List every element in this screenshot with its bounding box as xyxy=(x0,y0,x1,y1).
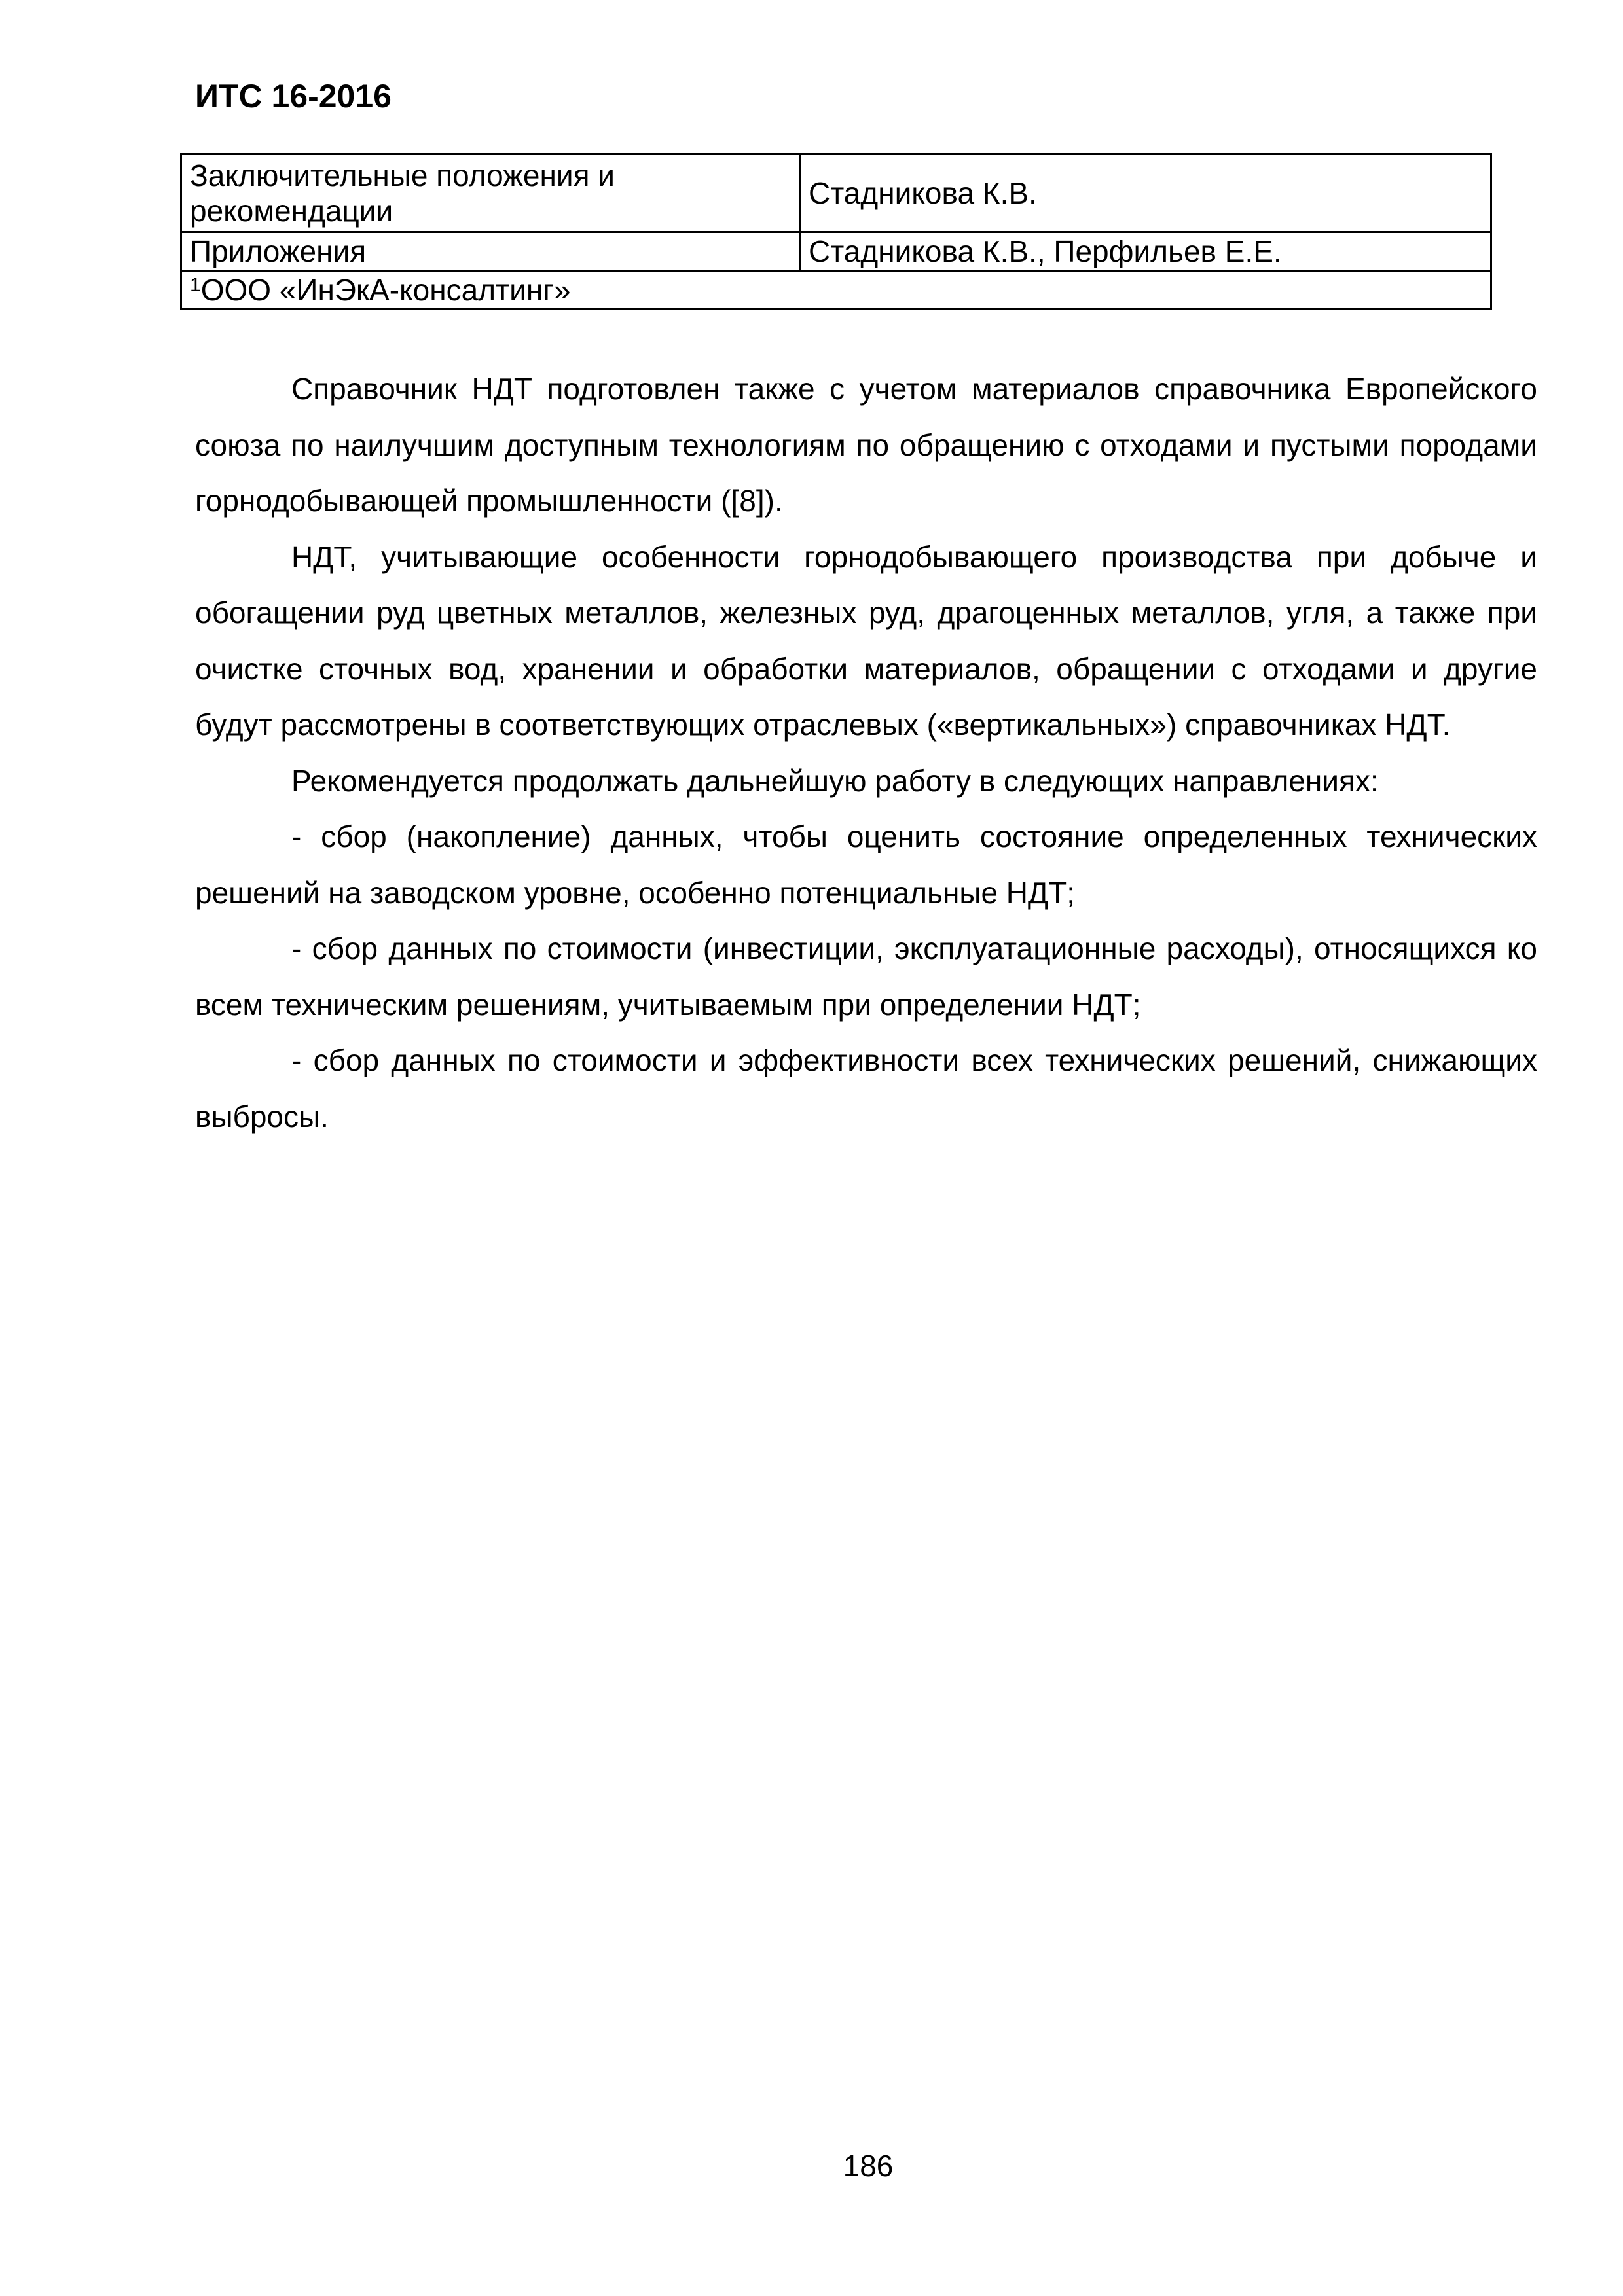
table-row xyxy=(181,154,1491,232)
page-number: 186 xyxy=(843,2149,894,2183)
body-text xyxy=(195,361,1537,1145)
table-footnote-row xyxy=(181,271,1491,310)
document-code: ИТС 16-2016 xyxy=(195,78,392,115)
footnote-cell xyxy=(181,271,1491,310)
authors-cell: Стадникова К.В., Перфильев Е.Е. xyxy=(800,232,1491,271)
authors-cell: Стадникова К.В. xyxy=(800,154,1491,232)
table-row xyxy=(181,232,1491,271)
footnote-marker: 1 xyxy=(190,274,201,296)
paragraph: НДТ, учитывающие особенности горнодобывающего производства при добыче и обогащении руд цветных металлов, железных руд, драгоценных металлов, угля, а также при очистке сточных вод, хранении и обработки материалов, обращении с отходами и другие будут рассмотрены в соответствующих отраслевых («вертикальных») справочниках НДТ. xyxy=(195,539,1537,742)
list-item: - сбор данных по стоимости и эффективности всех технических решений, снижающих выбросы. xyxy=(195,1043,1537,1134)
paragraph: Рекомендуется продолжать дальнейшую работу в следующих направлениях: xyxy=(291,763,1379,798)
list-item: - сбор данных по стоимости (инвестиции, эксплуатационные расходы), относящихся ко всем техническим решениям, учитываемым при определении НДТ; xyxy=(195,931,1537,1022)
authors-table xyxy=(180,153,1492,310)
list-item: - сбор (накопление) данных, чтобы оценить состояние определенных технических решений на заводском уровне, особенно потенциальные НДТ; xyxy=(195,819,1537,910)
footnote-text: ООО «ИнЭкА-консалтинг» xyxy=(200,273,571,307)
section-cell: Приложения xyxy=(181,232,800,271)
paragraph: Справочник НДТ подготовлен также с учетом материалов справочника Европейского союза по наилучшим доступным технологиям по обращению с отходами и пустыми породами горнодобывающей промышленности ([8]). xyxy=(195,372,1537,518)
section-cell: Заключительные положения и рекомендации xyxy=(181,154,800,232)
